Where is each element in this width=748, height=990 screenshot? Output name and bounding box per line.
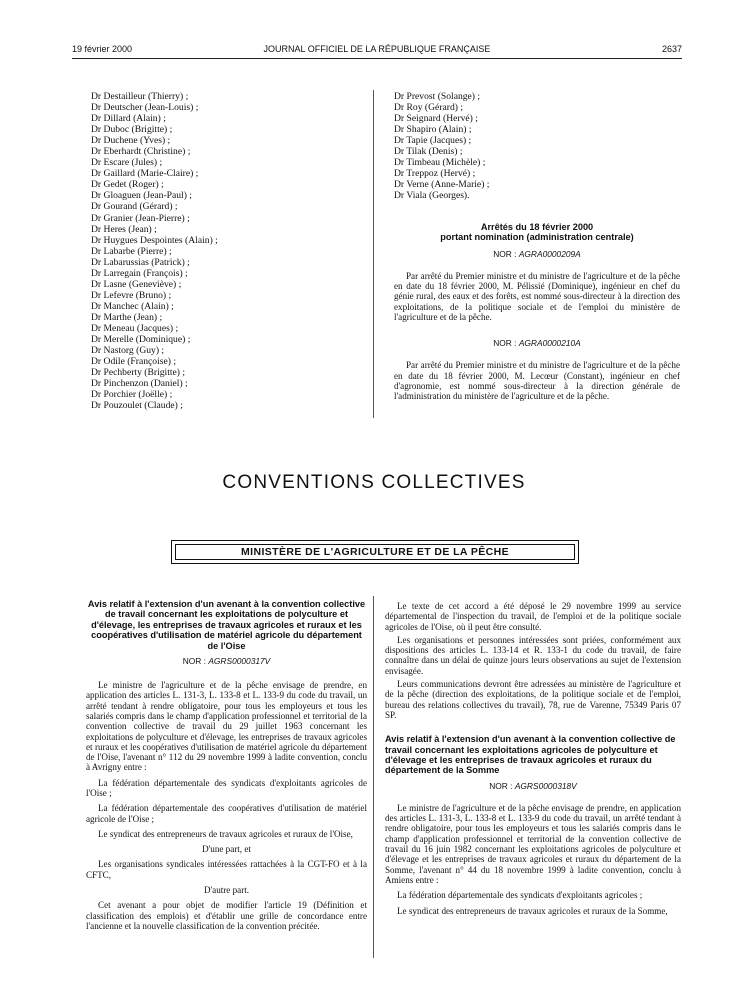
list-item: Dr Duchene (Yves) ; [91,135,171,147]
section-heading: CONVENTIONS COLLECTIVES [222,472,526,493]
avis-paragraph: Cet avenant a pour objet de modifier l'article 19 (Définition et classification des emplois) et d'établir une grille de concordance entre l'ancienne et la nouvelle classification de la convention précitée. [86,900,367,931]
page-number: 2637 [661,44,682,54]
list-item: Dr Treppoz (Hervé) ; [394,168,476,180]
avis-paragraph: Le syndicat des entrepreneurs de travaux agricoles et ruraux de l'Oise, [98,828,353,839]
avis-title: Avis relatif à l'extension d'un avenant à la convention collective de travail concernant les exploitations de polyculture et d'élevage, les entreprises de travaux agricoles et ruraux et les coopératives d'utilisation de matériel agricole du département de l'Oise [87,599,366,651]
list-item: Dr Roy (Gérard) ; [394,102,463,114]
avis-paragraph: La fédération départementale des coopératives d'utilisation de matériel agricole de l'Oise ; [86,803,367,824]
avis-somme [385,734,681,916]
arrete-paragraph: Par arrêté du Premier ministre et du ministre de l'agriculture et de la pêche en date du 18 février 2000, M. Pélissié (Dominique), ingénieur en chef du génie rural, des eaux et des forêts, est nommé sous-directeur à la direction des exploitations, de la politique sociale et de l'emploi du ministère de l'agriculture et de la pêche. [394,270,680,322]
list-item: Dr Gloaguen (Jean-Paul) ; [91,190,192,202]
nor-label: NOR : [493,248,517,259]
list-item: Dr Porchier (Joëlle) ; [91,389,173,401]
list-item: Dr Merelle (Dominique) ; [91,334,191,346]
list-item: Dr Gedet (Roger) ; [91,179,164,191]
list-item: Dr Tapie (Jacques) ; [394,135,472,147]
list-item: Dr Timbeau (Michèle) ; [394,157,486,169]
page-header [72,44,682,58]
list-item: Dr Deutscher (Jean-Louis) ; [91,102,199,114]
nor-code: AGRS0000317V [208,656,271,667]
list-item: Dr Dillard (Alain) ; [91,113,166,125]
list-item: Dr Verne (Anne-Marie) ; [394,179,490,191]
list-item: Dr Meneau (Jacques) ; [91,322,179,334]
avis-title: Avis relatif à l'extension d'un avenant à la convention collective de travail concernant les exploitations agricoles de polyculture et d'élevage et les entreprises de travaux agricoles et ruraux du département de la Somme [385,734,676,776]
list-item: Dr Marthe (Jean) ; [91,311,163,323]
list-item: Dr Pinchenzon (Daniel) ; [91,378,188,390]
arrete-paragraph: Par arrêté du Premier ministre et du ministre de l'agriculture et de la pêche en date du 18 février 2000, M. Lecœur (Constant), ingénieur en chef d'agronomie, est nommé sous-directeur à la direction générale de l'administration du ministère de l'agriculture et de la pêche. [394,360,680,402]
nor-line [394,338,680,348]
avis-paragraph: D'une part, et [202,844,251,855]
list-item: Dr Pouzoulet (Claude) ; [91,400,183,412]
nor-code: AGRS0000318V [514,780,577,791]
avis-paragraph: Le texte de cet accord a été déposé le 29 novembre 1999 au service départemental de l'inspection du travail, de l'emploi et de la politique sociale agricoles de l'Oise, où il peut être consulté. [385,601,681,632]
list-item: Dr Labarussias (Patrick) ; [91,256,190,268]
list-item: Dr Odile (Françoise) ; [91,356,176,368]
list-item: Dr Destailleur (Thierry) ; [91,91,189,102]
nor-code: AGRA0000209A [518,248,581,259]
list-item: Dr Pechberty (Brigitte) ; [91,367,186,379]
list-item: Dr Gaillard (Marie-Claire) ; [91,168,199,180]
avis-paragraph: Le syndicat des entrepreneurs de travaux agricoles et ruraux de la Somme, [397,905,668,916]
avis-paragraph: Leurs communications devront être adressées au ministère de l'agriculture et de la pêche (direction des exploitations, de la politique sociale et de l'emploi, bureau des relations collectives du travail), 78, rue de Varenne, 75349 Paris 07 SP. [385,679,681,720]
list-item: Dr Nastorg (Guy) ; [91,345,165,357]
right-column-bottom [385,601,681,916]
nor-label: NOR : [493,338,517,349]
list-item: Dr Larregain (François) ; [91,267,188,279]
list-item: Dr Viala (Georges). [394,190,470,202]
nor-line [385,781,681,791]
avis-paragraph: Le ministre de l'agriculture et de la pêche envisage de prendre, en application des articles L. 131-3, L. 133-8 et L. 133-9 du code du travail, un arrêté tendant à rendre obligatoire, pour tous les employeurs et tous les salariés compris dans le champ d'application professionnel et territorial de la convention collective de travail du 29 juillet 1963 concernant les exploitations de polyculture et d'élevage, les entreprises de travaux agricoles et ruraux et les coopératives d'utilisation de matériel agricole du département de l'Oise, l'avenant n° 112 du 29 novembre 1999 à ladite convention, conclu à Avrigny entre : [86,680,367,773]
ministry-title: MINISTÈRE DE L'AGRICULTURE ET DE LA PÊCHE [175,544,575,560]
names-list-right [394,91,489,201]
journal-title: JOURNAL OFFICIEL DE LA RÉPUBLIQUE FRANÇAISE [263,44,491,54]
list-item: Dr Duboc (Brigitte) ; [91,124,173,136]
avis-paragraph: Les organisations syndicales intéressées rattachées à la CGT-FO et à la CFTC, [86,859,367,880]
list-item: Dr Seignard (Hervé) ; [394,113,478,125]
arretes-section [394,222,680,401]
column-divider-bottom [373,596,374,958]
avis-oise [86,599,367,931]
list-item: Dr Heres (Jean) ; [91,223,157,235]
header-date: 19 février 2000 [72,44,133,54]
list-item: Dr Lefevre (Bruno) ; [91,289,172,301]
column-divider-top [373,90,374,418]
list-item: Dr Huygues Despointes (Alain) ; [91,234,218,246]
nor-label: NOR : [489,780,513,791]
nor-line [394,249,680,259]
names-list-left [91,91,218,411]
list-item: Dr Tilak (Denis) ; [394,146,463,158]
header-rule [72,58,682,59]
avis-paragraph: Le ministre de l'agriculture et de la pêche envisage de prendre, en application des articles L. 131-3, L. 133-8 et L. 133-9 du code du travail, un arrêté tendant à rendre obligatoire, pour tous les employeurs et tous les salariés compris dans le champ d'application professionnel et territorial de la convention collective de travail du 16 juin 1982 concernant les exploitations agricoles de polyculture et d'élevage et les entreprises de travaux agricoles et ruraux du département de la Somme, l'avenant n° 44 du 18 novembre 1999 à ladite convention, conclu à Amiens entre : [385,802,681,885]
avis-paragraph: La fédération départementale des syndicats d'exploitants agricoles de l'Oise ; [86,777,367,798]
avis-paragraph: Les organisations et personnes intéressées sont priées, conformément aux dispositions des articles L. 133-14 et R. 133-1 du code du travail, de faire connaître dans un délai de quinze jours leurs observations au sujet de l'extension envisagée. [385,634,681,676]
avis-paragraph: D'autre part. [203,885,250,896]
list-item: Dr Lasne (Geneviève) ; [91,278,182,290]
nor-code: AGRA0000210A [518,338,581,349]
nor-label: NOR : [182,656,206,667]
list-item: Dr Prevost (Solange) ; [394,91,481,102]
list-item: Dr Gourand (Gérard) ; [91,201,178,213]
list-item: Dr Labarbe (Pierre) ; [91,245,172,257]
list-item: Dr Shapiro (Alain) ; [394,124,472,136]
ministry-box [171,540,579,564]
list-item: Dr Escare (Jules) ; [91,157,163,169]
avis-paragraph: La fédération départementale des syndicats d'exploitants agricoles ; [397,890,643,901]
list-item: Dr Eberhardt (Christine) ; [91,146,191,158]
list-item: Dr Granier (Jean-Pierre) ; [91,212,190,224]
list-item: Dr Manchec (Alain) ; [91,300,174,312]
arretes-title-2: portant nomination (administration centrale) [440,232,634,243]
arretes-title-1: Arrêtés du 18 février 2000 [480,222,594,232]
nor-line [86,656,367,666]
